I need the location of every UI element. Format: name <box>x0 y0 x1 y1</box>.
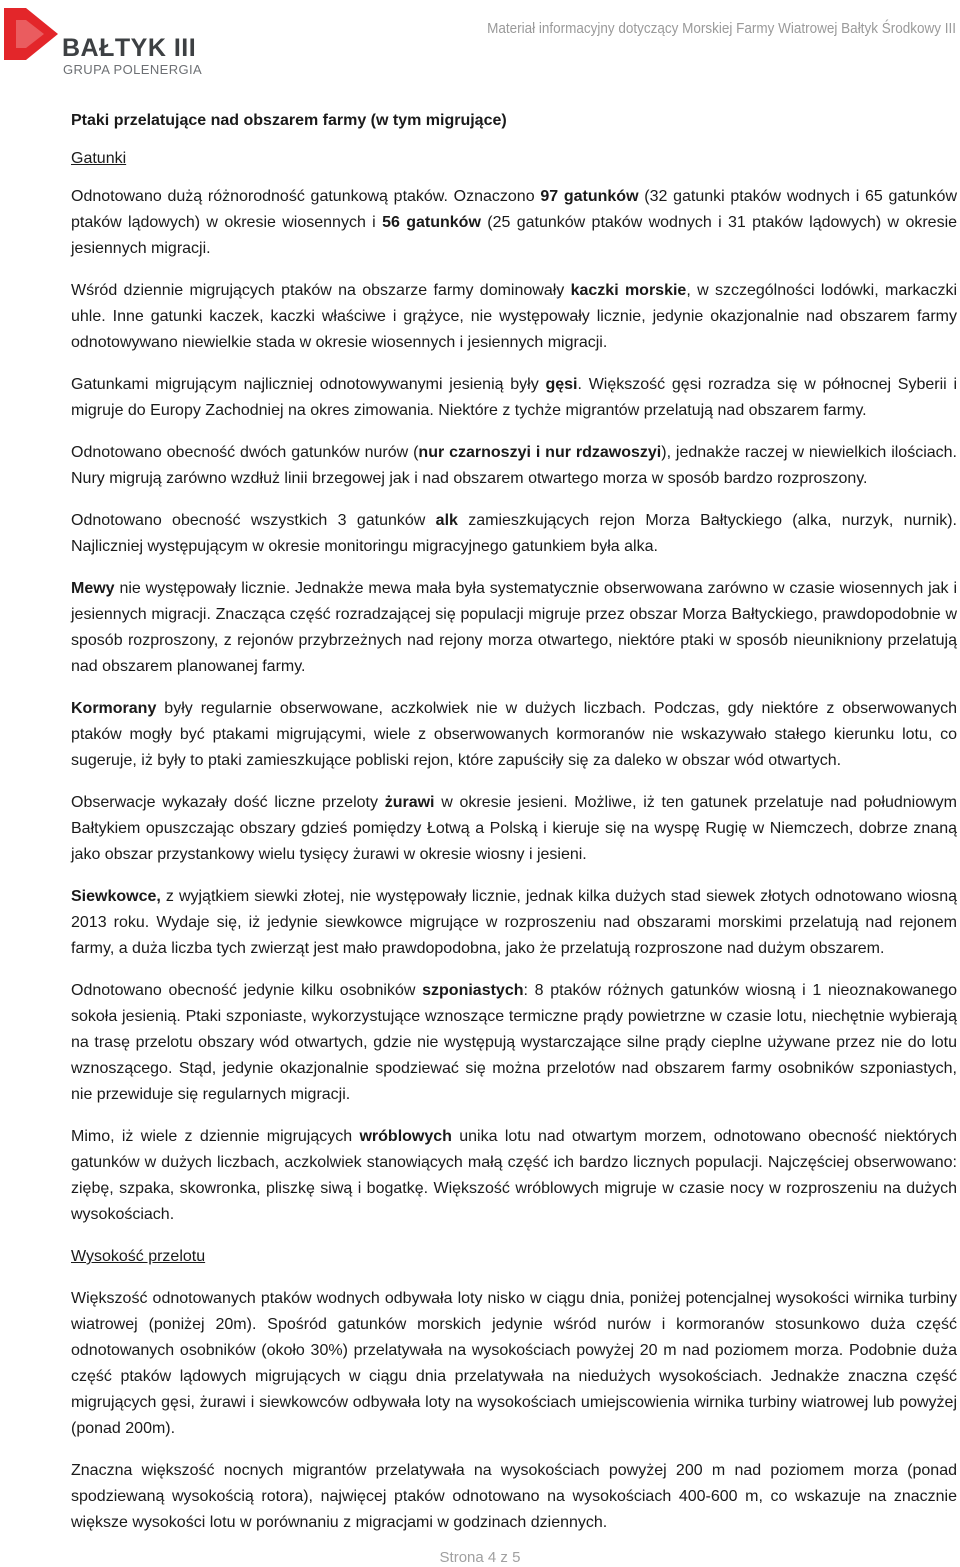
document-title: Materiał informacyjny dotyczący Morskiej Farmy Wiatrowej Bałtyk Środkowy III <box>487 20 956 37</box>
subsection-species: Gatunki <box>71 150 127 167</box>
paragraph-passerines: Mimo, iż wiele z dziennie migrujących wróblowych unika lotu nad otwartym morzem, odnotowano obecność niektórych gatunków w dużych liczbach, aczkolwiek stanowiących małą część ich bardzo licznych populacji. Najczęściej obserwowano: ziębę, szpaka, skowronka, pliszkę siwą i bogatkę. Większość wróblowych migruje w czasie nocy w rozproszeniu na dużych wysokościach. <box>71 1128 958 1223</box>
logo-brand-text: BAŁTYK III <box>62 34 197 62</box>
paragraph-raptors: Odnotowano obecność jedynie kilku osobników szponiastych: 8 ptaków różnych gatunków wiosną i 1 nieoznakowanego sokoła jesienią. Ptaki szponiaste, wykorzystujące wznoszące termiczne prądy powietrzne w czasie lotu, niechętnie wybierają na trasę przelotu obszary wód otwartych, gdzie nie występują wystarczające silne prądy cieplne używane przez nie do lotu wznoszącego. Stąd, jedynie okazjonalnie spodziewać się można przelotów nad obszarem farmy osobników szponiastych, nie przewiduje się regularnych migracji. <box>71 982 958 1103</box>
document-body <box>71 108 957 1536</box>
paragraph-geese: Gatunkami migrującym najliczniej odnotowywanymi jesienią były gęsi. Większość gęsi rozradza się w północnej Syberii i migruje do Europy Zachodniej na okres zimowania. Niektóre z tychże migrantów przelatują nad obszarem farmy. <box>71 376 957 419</box>
subsection-flight-altitude: Wysokość przelotu <box>71 1248 206 1265</box>
paragraph-sea-ducks: Wśród dziennie migrujących ptaków na obszarze farmy dominowały kaczki morskie, w szczególności lodówki, markaczki uhle. Inne gatunki kaczek, kaczki właściwe i grążyce, nie występowały licznie, jedynie okazjonalnie nad obszarem farmy odnotowywano niewielkie stada w okresie wiosennych i jesiennych migracji. <box>71 282 957 351</box>
page-header <box>0 0 960 90</box>
paragraph-gulls: Mewy nie występowały licznie. Jednakże mewa mała była systematycznie obserwowana zarówno w czasie wiosennych jak i jesiennych migracji. Znacząca część rozradzającej się populacji migruje przez obszar Morza Bałtyckiego, prawdopodobnie w sposób rozproszony, z rejonów przybrzeżnych nad rejony morza otwartego, niektóre ptaki w sposób nieunikniony przelatują nad obszarem planowanej farmy. <box>71 580 957 675</box>
logo-mark-icon <box>2 6 62 64</box>
company-logo <box>2 6 212 78</box>
page-number: Strona 4 z 5 <box>439 1549 521 1566</box>
section-title: Ptaki przelatujące nad obszarem farmy (w tym migrujące) <box>71 112 507 129</box>
paragraph-auks: Odnotowano obecność wszystkich 3 gatunków alk zamieszkujących rejon Morza Bałtyckiego (alka, nurzyk, nurnik). Najliczniej występującym w okresie monitoringu migracyjnego gatunkiem była alka. <box>71 512 957 555</box>
paragraph-cormorants: Kormorany były regularnie obserwowane, aczkolwiek nie w dużych liczbach. Podczas, gdy niektóre z obserwowanych ptaków mogły być ptakami migrującymi, wiele z obserwowanych kormoranów nie wskazywało stałego kierunku lotu, co sugeruje, iż były to ptaki zamieszkujące pobliski rejon, które zapuściły się za daleko w obszar wód otwartych. <box>71 700 957 769</box>
logo-group-text: GRUPA POLENERGIA <box>63 62 203 77</box>
paragraph-divers: Odnotowano obecność dwóch gatunków nurów (nur czarnoszyi i nur rdzawoszyi), jednakże raczej w niewielkich ilościach. Nury migrują zarówno wzdłuż linii brzegowej jak i nad obszarem otwartego morza w sposób bardzo rozproszony. <box>71 444 958 487</box>
paragraph-species-count: Odnotowano dużą różnorodność gatunkową ptaków. Oznaczono 97 gatunków (32 gatunki ptaków wodnych i 65 gatunków ptaków lądowych) w okresie wiosennych i 56 gatunków (25 gatunków ptaków wodnych i 31 ptaków lądowych) w okresie jesiennych migracji. <box>71 188 958 257</box>
paragraph-day-altitude: Większość odnotowanych ptaków wodnych odbywała loty nisko w ciągu dnia, poniżej potencjalnej wysokości wirnika turbiny wiatrowej (poniżej 20m). Spośród gatunków morskich jedynie wśród nurów i kormoranów stosunkowo duża część odnotowanych osobników (około 30%) przelatywała na wysokościach powyżej 20 m nad poziomem morza. Podobnie duża część ptaków lądowych migrujących w ciągu dnia przelatywała na niedużych wysokościach. Jednakże znaczna część migrujących gęsi, żurawi i siewkowców odbywała loty na wysokościach umiejscowienia wirnika turbiny wiatrowej lub powyżej (ponad 200m). <box>71 1290 957 1437</box>
paragraph-waders: Siewkowce, z wyjątkiem siewki złotej, nie występowały licznie, jednak kilka dużych stad siewek złotych odnotowano wiosną 2013 roku. Wydaje się, iż jedynie siewkowce migrujące w rozproszeniu nad obszarami morskimi przelatują nad rejonem farmy, a duża liczba tych zwierząt jest mało prawdopodobna, jako że przelatują rozproszone nad dużym obszarem. <box>71 888 957 957</box>
paragraph-cranes: Obserwacje wykazały dość liczne przeloty żurawi w okresie jesieni. Możliwe, iż ten gatunek przelatuje nad południowym Bałtykiem opuszczając obszary gdzieś pomiędzy Łotwą a Polską i kieruje się na wyspę Rugię w Niemczech, dobrze znaną jako obszar przystankowy wielu tysięcy żurawi w okresie wiosny i jesieni. <box>71 794 957 863</box>
paragraph-night-altitude: Znaczna większość nocnych migrantów przelatywała na wysokościach powyżej 200 m nad poziomem morza (ponad spodziewaną wysokością rotora), najwięcej ptaków odnotowano na wysokościach 400-600 m, co wskazuje na znacznie większe wysokości lotu w porównaniu z migracjami w godzinach dziennych. <box>71 1462 957 1531</box>
